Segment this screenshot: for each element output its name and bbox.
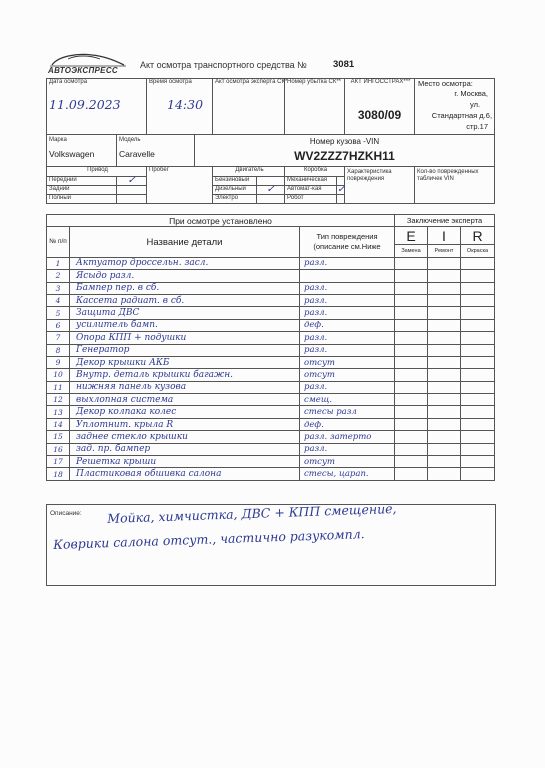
gearbox-check-auto [337, 186, 345, 195]
damage-type: стесы разл [300, 406, 395, 418]
table-row [47, 257, 495, 269]
row-number: 9 [47, 356, 70, 368]
paint-cell [461, 456, 495, 468]
replace-cell [395, 443, 428, 455]
damage-type-header: Тип повреждения (описание см.Ниже [300, 227, 395, 257]
table-row [47, 307, 495, 319]
damage-type: смещ. [300, 394, 395, 406]
table-row [47, 394, 495, 406]
part-name: Актуатор дроссельн. засл. [70, 257, 300, 269]
replace-cell [395, 307, 428, 319]
part-name: Уплотнит. крыла R [70, 418, 300, 430]
repair-cell [428, 443, 461, 455]
paint-cell [461, 294, 495, 306]
part-name-header: Название детали [70, 227, 300, 257]
damage-type: отсут [300, 369, 395, 381]
claim-number-label: Номер убытка СК** [287, 79, 341, 85]
row-number: 18 [47, 468, 70, 480]
damage-type: отсут [300, 456, 395, 468]
paint-cell [461, 369, 495, 381]
repair-cell [428, 381, 461, 393]
row-number: 6 [47, 319, 70, 331]
table-row [47, 443, 495, 455]
repair-cell [428, 369, 461, 381]
replace-cell [395, 394, 428, 406]
inspection-place-label: Место осмотра: [418, 79, 473, 88]
table-row [47, 282, 495, 294]
gearbox-option-auto: Автомат-кая [285, 186, 337, 195]
description-label: Описание: [50, 510, 82, 517]
logo-text: АВТОЭКСПРЕСС [48, 66, 118, 75]
replace-cell [395, 418, 428, 430]
drive-check-rear [117, 186, 147, 195]
row-number: 10 [47, 369, 70, 381]
part-name: Опора КПП + подушки [70, 332, 300, 344]
ingos-act-cell [345, 79, 415, 135]
gearbox-auto-checkmark: ✓ [337, 184, 346, 195]
damage-type: разл. [300, 332, 395, 344]
row-number: 3 [47, 282, 70, 294]
row-number: 4 [47, 294, 70, 306]
mileage-label: Пробег [149, 167, 169, 173]
part-name: нижняя панель кузова [70, 381, 300, 393]
paint-cell [461, 270, 495, 282]
ingos-act-value: 3080/09 [357, 108, 402, 122]
model-label: Модель [119, 137, 141, 143]
replace-cell [395, 294, 428, 306]
engine-option-diesel: Дизельный [213, 186, 257, 195]
part-name: Пластиковая обшивка салона [70, 468, 300, 480]
table-row [47, 270, 495, 282]
inspection-place-line2: ул. [469, 100, 481, 109]
damage-type: разл. [300, 257, 395, 269]
repair-cell [428, 257, 461, 269]
table-row [47, 356, 495, 368]
description-line-2: Коврики салона отсут., частично разукомпл. [53, 526, 365, 552]
engine-header [213, 167, 285, 177]
table-row [47, 319, 495, 331]
paint-cell [461, 344, 495, 356]
replace-cell [395, 332, 428, 344]
table-row [47, 456, 495, 468]
gearbox-header [285, 167, 345, 177]
part-name: выхлопная система [70, 394, 300, 406]
damage-type: разл. [300, 443, 395, 455]
repair-cell [428, 468, 461, 480]
claim-number-cell [285, 79, 345, 135]
engine-check-electric [257, 195, 285, 204]
drive-check-full [117, 195, 147, 204]
paint-cell [461, 443, 495, 455]
drive-label: Привод [87, 167, 108, 173]
damage-type: разл. [300, 282, 395, 294]
row-number-header: № п/п [47, 227, 70, 257]
damage-type: стесы, царап. [300, 468, 395, 480]
vin-value: WV2ZZZ7HZKH11 [294, 149, 395, 163]
paint-cell [461, 431, 495, 443]
inspection-place-line4: стр.17 [466, 122, 489, 131]
replace-cell [395, 381, 428, 393]
replace-cell [395, 257, 428, 269]
gearbox-label: Коробка [304, 167, 328, 173]
damage-type: разл. [300, 381, 395, 393]
vin-label: Номер кузова -VIN [309, 137, 380, 146]
drive-front-checkmark: ✓ [127, 175, 136, 186]
engine-check-diesel [257, 186, 285, 195]
brand-label: Марка [49, 137, 67, 143]
paint-cell [461, 394, 495, 406]
expert-act-cell [213, 79, 288, 135]
established-header: При осмотре установлено [47, 215, 395, 227]
part-name: Внутр. деталь крышки багажн. [70, 369, 300, 381]
inspection-place-line1: г. Москва, [454, 89, 489, 98]
paint-cell [461, 356, 495, 368]
damage-type: разл. [300, 294, 395, 306]
replace-cell [395, 270, 428, 282]
damage-type: разл. [300, 307, 395, 319]
repair-cell [428, 431, 461, 443]
repair-cell [428, 456, 461, 468]
replace-cell [395, 369, 428, 381]
row-number: 7 [47, 332, 70, 344]
paint-cell [461, 332, 495, 344]
expert-act-label: Акт осмотра эксперта СК* [215, 79, 288, 85]
inspection-date-cell [47, 79, 147, 135]
inspection-place-line3: Стандартная д.6, [431, 111, 493, 120]
row-number: 1 [47, 257, 70, 269]
table-row [47, 468, 495, 480]
table-row [47, 344, 495, 356]
replace-subheader: Замена [395, 245, 428, 257]
brand-cell [47, 135, 117, 167]
repair-cell [428, 332, 461, 344]
row-number: 14 [47, 418, 70, 430]
row-number: 11 [47, 381, 70, 393]
damaged-count-cell [415, 167, 495, 204]
paint-cell [461, 257, 495, 269]
damage-type: деф. [300, 418, 395, 430]
info-grid [46, 78, 495, 204]
damage-type: деф. [300, 319, 395, 331]
engine-label: Двигатель [235, 167, 264, 173]
replace-cell [395, 356, 428, 368]
table-row [47, 406, 495, 418]
part-name: Ясыдо разл. [70, 270, 300, 282]
repair-cell [428, 307, 461, 319]
part-name: Решетка крыши [70, 456, 300, 468]
table-row [47, 332, 495, 344]
paint-cell [461, 307, 495, 319]
gearbox-option-robot: Робот [285, 195, 337, 204]
part-name: Декор колпака колес [70, 406, 300, 418]
part-name: зад. пр. бампер [70, 443, 300, 455]
part-name: Бампер пер. в сб. [70, 282, 300, 294]
row-number: 15 [47, 431, 70, 443]
repair-header: I [428, 227, 461, 245]
replace-cell [395, 406, 428, 418]
engine-option-electric: Электро [213, 195, 257, 204]
paint-header: R [461, 227, 495, 245]
replace-cell [395, 282, 428, 294]
damage-type [300, 270, 395, 282]
autoexpress-logo [48, 52, 128, 78]
table-row [47, 369, 495, 381]
paint-cell [461, 468, 495, 480]
paint-cell [461, 418, 495, 430]
table-row [47, 431, 495, 443]
damage-char-cell [345, 167, 415, 204]
replace-cell [395, 456, 428, 468]
replace-cell [395, 431, 428, 443]
inspection-time-cell [147, 79, 213, 135]
repair-cell [428, 282, 461, 294]
table-row [47, 381, 495, 393]
row-number: 16 [47, 443, 70, 455]
repair-cell [428, 406, 461, 418]
repair-cell [428, 294, 461, 306]
damage-char-label: Характеристика повреждения [347, 169, 392, 182]
model-value: Caravelle [119, 149, 155, 159]
part-name: заднее стекло крышки [70, 431, 300, 443]
repair-cell [428, 418, 461, 430]
repair-subheader: Ремонт [428, 245, 461, 257]
engine-diesel-checkmark: ✓ [266, 184, 275, 195]
drive-check-front [117, 177, 147, 186]
repair-cell [428, 319, 461, 331]
description-box [46, 500, 496, 586]
act-title: Акт осмотра транспортного средства № [140, 60, 307, 70]
replace-header: E [395, 227, 428, 245]
row-number: 8 [47, 344, 70, 356]
gearbox-check-robot [337, 195, 345, 204]
paint-cell [461, 282, 495, 294]
table-row [47, 294, 495, 306]
damage-type: разл. затерто [300, 431, 395, 443]
conclusion-header: Заключение эксперта [395, 215, 495, 227]
inspection-time-label: Время осмотра [149, 79, 192, 85]
replace-cell [395, 344, 428, 356]
brand-value: Volkswagen [49, 149, 95, 159]
replace-cell [395, 319, 428, 331]
vin-cell [195, 135, 495, 167]
parts-table [46, 214, 495, 481]
ingos-act-label: АКТ ИНГОССТРАХ*** [350, 79, 411, 85]
mileage-cell [147, 167, 213, 204]
parts-table-body [47, 257, 495, 480]
part-name: усилитель бамп. [70, 319, 300, 331]
row-number: 2 [47, 270, 70, 282]
inspection-place-cell [415, 79, 495, 135]
inspection-date-label: Дата осмотра [49, 79, 88, 85]
paint-cell [461, 319, 495, 331]
engine-option-petrol: Бензиновый [213, 177, 257, 186]
part-name: Защита ДВС [70, 307, 300, 319]
row-number: 12 [47, 394, 70, 406]
part-name: Генератор [70, 344, 300, 356]
gearbox-option-manual: Механическая [285, 177, 337, 186]
inspection-date-value: 11.09.2023 [49, 97, 121, 112]
part-name: Кассета радиат. в сб. [70, 294, 300, 306]
part-name: Декор крышки АКБ [70, 356, 300, 368]
model-cell [117, 135, 195, 167]
paint-cell [461, 406, 495, 418]
drive-option-full: Полный [47, 195, 117, 204]
repair-cell [428, 394, 461, 406]
damage-type: отсут [300, 356, 395, 368]
repair-cell [428, 344, 461, 356]
row-number: 5 [47, 307, 70, 319]
repair-cell [428, 270, 461, 282]
drive-option-rear: Задний [47, 186, 117, 195]
drive-option-front: Передний [47, 177, 117, 186]
table-row [47, 418, 495, 430]
description-line-1: Мойка, химчистка, ДВС + КПП смещение, [107, 500, 397, 526]
damage-type: разл. [300, 344, 395, 356]
repair-cell [428, 356, 461, 368]
paint-subheader: Окраска [461, 245, 495, 257]
damaged-count-label: Кол-во поврежденных табличек VIN [417, 169, 479, 182]
row-number: 13 [47, 406, 70, 418]
replace-cell [395, 468, 428, 480]
inspection-time-value: 14:30 [167, 97, 204, 112]
paint-cell [461, 381, 495, 393]
act-number: 3081 [333, 59, 355, 70]
row-number: 17 [47, 456, 70, 468]
